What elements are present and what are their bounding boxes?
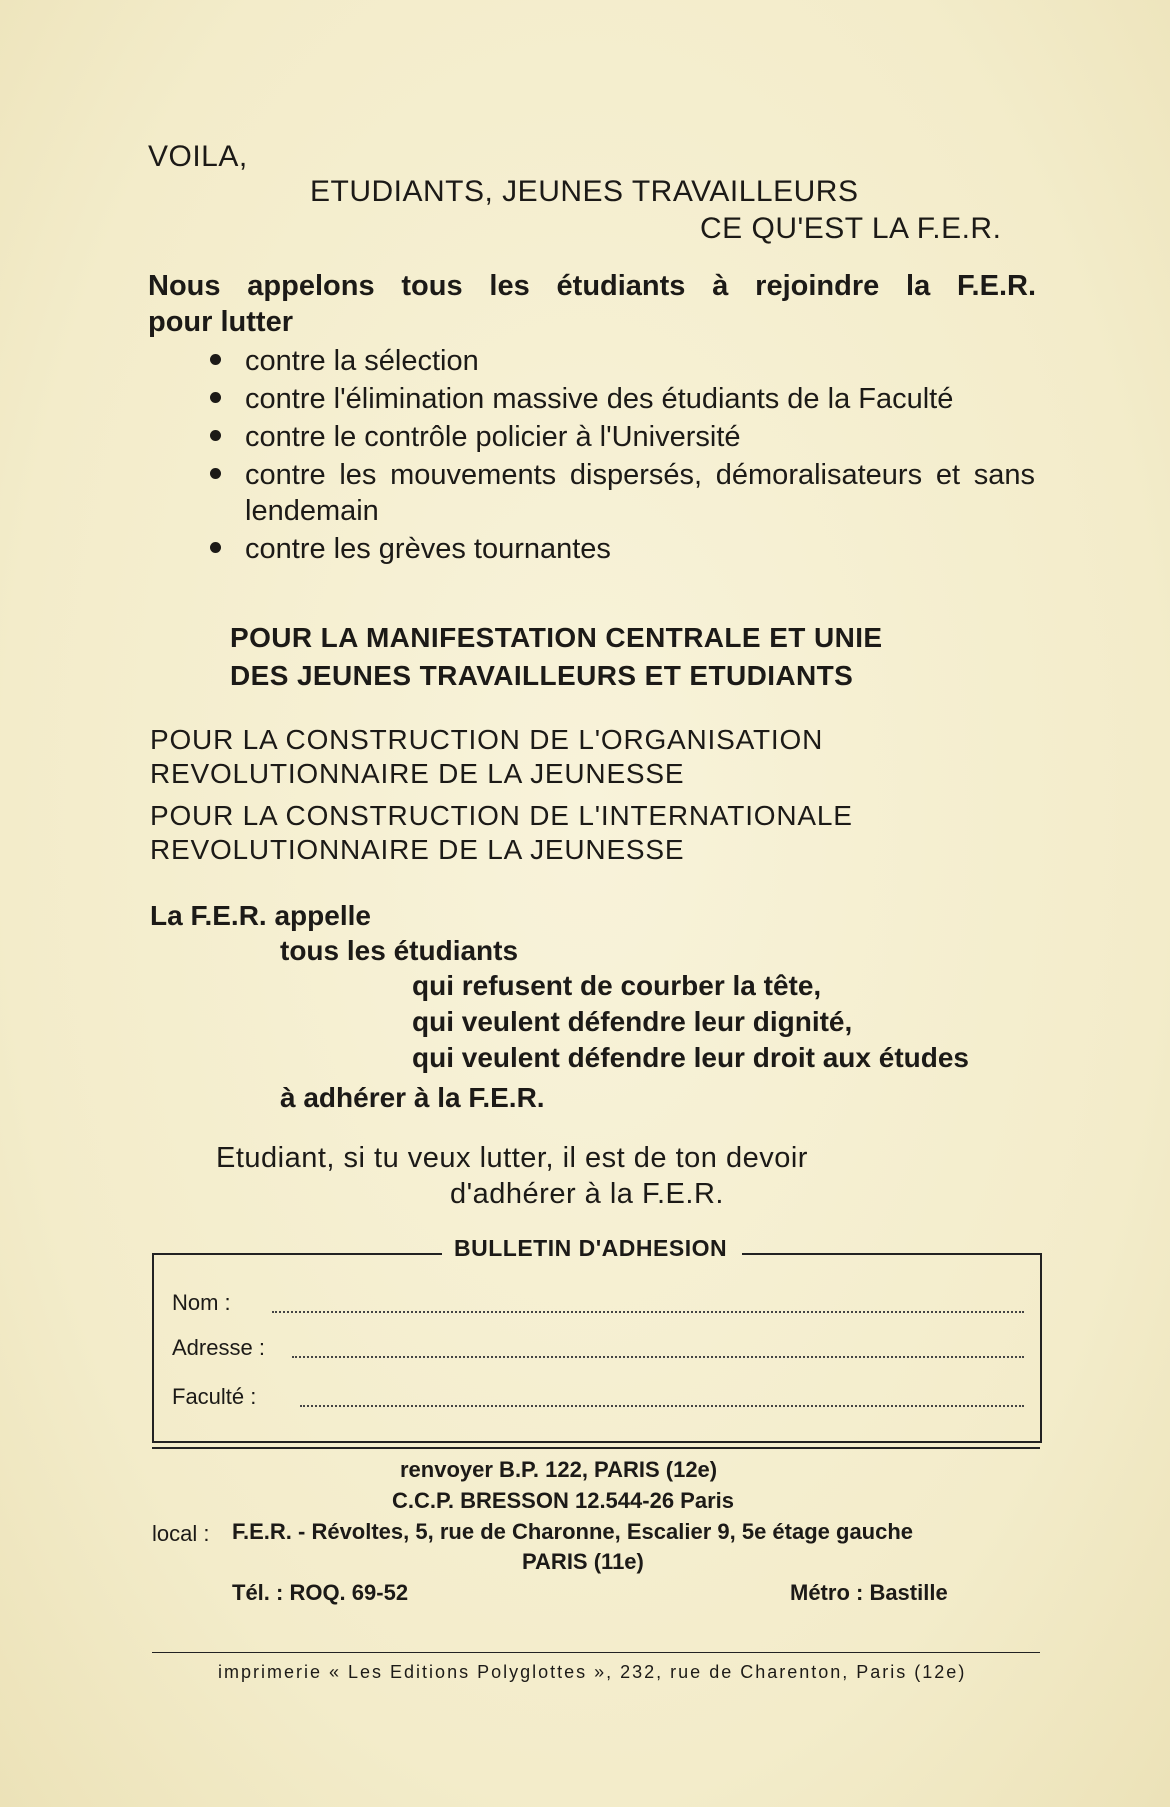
membership-form — [152, 1253, 1042, 1443]
call-line6: à adhérer à la F.E.R. — [280, 1082, 545, 1113]
contact-local-label: local : — [152, 1521, 210, 1546]
call-line5: qui veulent défendre leur droit aux études — [412, 1042, 969, 1073]
header-fer: CE QU'EST LA F.E.R. — [700, 212, 1002, 245]
manifestation-line1: POUR LA MANIFESTATION CENTRALE ET UNIE — [230, 622, 883, 653]
contact-ccp: C.C.P. BRESSON 12.544-26 Paris — [392, 1488, 734, 1513]
nom-field[interactable] — [272, 1311, 1024, 1313]
bullet-item: contre l'élimination massive des étudiants de la Faculté — [205, 381, 1035, 417]
adresse-field[interactable] — [292, 1356, 1024, 1358]
bullet-list — [205, 343, 1035, 569]
duty-line1: Etudiant, si tu veux lutter, il est de ton devoir — [216, 1142, 808, 1174]
appeal-line2: pour lutter — [148, 306, 293, 338]
call-line3: qui refusent de courber la tête, — [412, 970, 822, 1001]
form-bottom-rule — [152, 1447, 1040, 1449]
form-title: BULLETIN D'ADHESION — [454, 1235, 728, 1261]
construction-line4: REVOLUTIONNAIRE DE LA JEUNESSE — [150, 834, 685, 865]
appeal-line1: Nous appelons tous les étudiants à rejoindre la F.E.R. — [148, 270, 1036, 302]
duty-line2: d'adhérer à la F.E.R. — [450, 1178, 724, 1210]
contact-metro: Métro : Bastille — [790, 1580, 948, 1605]
footer-rule — [152, 1652, 1040, 1653]
faculte-label: Faculté : — [172, 1384, 257, 1409]
construction-line3: POUR LA CONSTRUCTION DE L'INTERNATIONALE — [150, 800, 853, 831]
construction-line2: REVOLUTIONNAIRE DE LA JEUNESSE — [150, 758, 685, 789]
nom-label: Nom : — [172, 1290, 231, 1315]
manifestation-line2: DES JEUNES TRAVAILLEURS ET ETUDIANTS — [230, 660, 854, 691]
call-line4: qui veulent défendre leur dignité, — [412, 1006, 853, 1037]
contact-local: F.E.R. - Révoltes, 5, rue de Charonne, Escalier 9, 5e étage gauche — [232, 1519, 914, 1544]
contact-paris: PARIS (11e) — [522, 1549, 644, 1574]
bullet-item: contre le contrôle policier à l'Université — [205, 419, 1035, 455]
bullet-item: contre la sélection — [205, 343, 1035, 379]
bullet-item: contre les grèves tournantes — [205, 531, 1035, 567]
faculte-field[interactable] — [300, 1405, 1024, 1407]
printer-credit: imprimerie « Les Editions Polyglottes », 232, rue de Charenton, Paris (12e) — [218, 1662, 967, 1682]
header-voila: VOILA, — [148, 140, 248, 173]
call-line2: tous les étudiants — [280, 935, 519, 966]
adresse-label: Adresse : — [172, 1335, 265, 1360]
contact-tel: Tél. : ROQ. 69-52 — [232, 1580, 409, 1605]
call-line1: La F.E.R. appelle — [150, 900, 371, 931]
bullet-item: contre les mouvements dispersés, démoralisateurs et sans lendemain — [205, 457, 1035, 529]
contact-renvoyer: renvoyer B.P. 122, PARIS (12e) — [400, 1457, 718, 1482]
header-audience: ETUDIANTS, JEUNES TRAVAILLEURS — [310, 175, 859, 208]
construction-line1: POUR LA CONSTRUCTION DE L'ORGANISATION — [150, 724, 824, 755]
